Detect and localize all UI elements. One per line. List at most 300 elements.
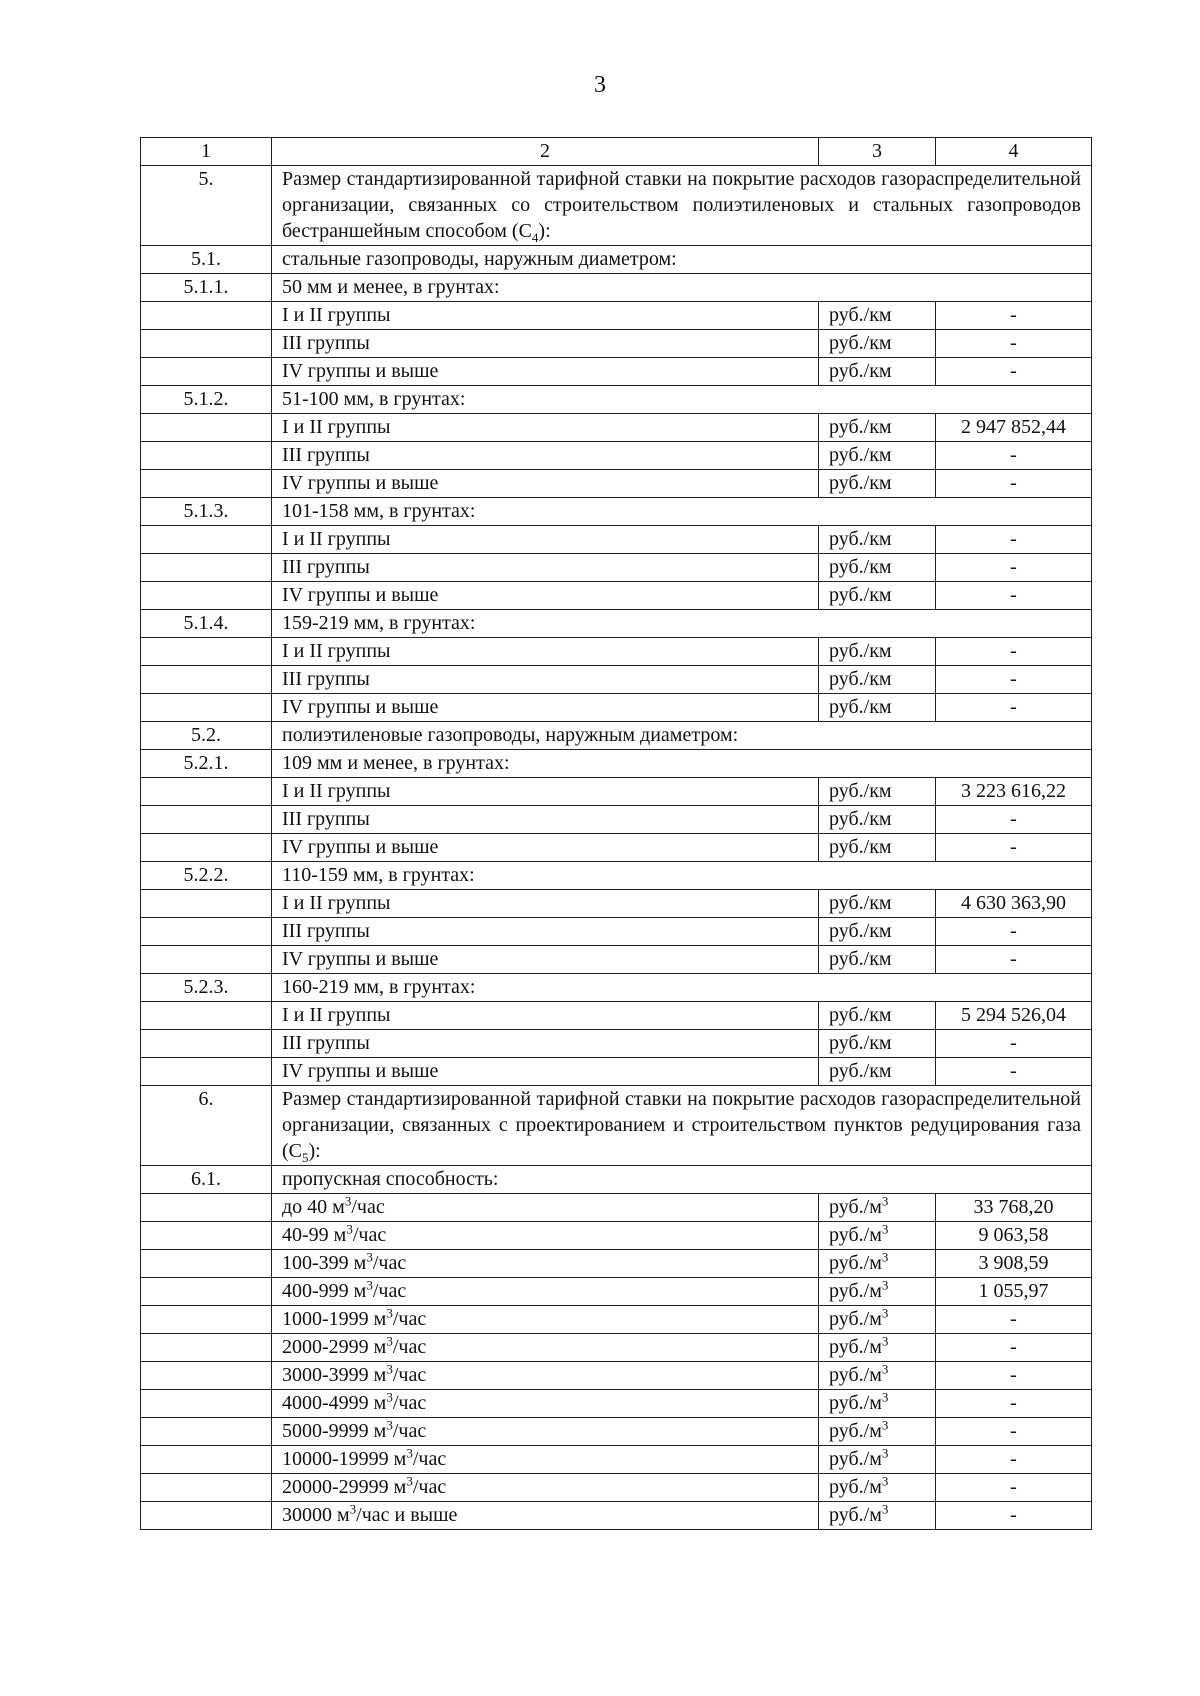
superscript: 3 [881,1361,889,1377]
item-text: 40-99 м [282,1224,347,1246]
unit-text: руб./км [829,416,892,438]
item-label [272,554,819,582]
unit-text: руб./км [829,668,892,690]
group-row [141,246,1092,274]
item-text: IV группы и выше [282,1060,439,1082]
unit-text: руб./м [829,1336,882,1358]
table-row [141,526,1092,554]
item-text-tail: /час [351,1196,385,1218]
group-row [141,862,1092,890]
table-row [141,946,1092,974]
item-text: 4000-4999 м [282,1392,387,1414]
value-cell: - [936,1418,1092,1446]
item-text: III группы [282,920,370,942]
unit-text: руб./км [829,556,892,578]
item-label [272,526,819,554]
row-number-empty [141,554,272,582]
row-number-empty [141,1222,272,1250]
item-text-tail: /час [392,1420,427,1442]
row-number-empty [141,526,272,554]
item-text-tail: /час [392,1364,427,1386]
unit-text: руб./м [829,1224,882,1246]
value-cell: - [936,1446,1092,1474]
row-number-empty [141,1418,272,1446]
unit-text: руб./км [829,304,892,326]
unit-cell [819,1002,936,1030]
value-cell: 2 947 852,44 [936,414,1092,442]
value-cell: - [936,834,1092,862]
value-cell: 5 294 526,04 [936,1002,1092,1030]
section-row [141,1086,1092,1166]
row-number-empty [141,414,272,442]
row-number-empty [141,1474,272,1502]
superscript: 3 [406,1445,413,1461]
unit-text: руб./м [829,1448,882,1470]
table-row [141,470,1092,498]
table-row [141,1002,1092,1030]
table-row [141,414,1092,442]
table-row [141,1250,1092,1278]
superscript: 3 [881,1249,889,1265]
item-label [272,1502,819,1530]
superscript: 3 [881,1221,889,1237]
unit-text: руб./м [829,1364,882,1386]
item-label [272,582,819,610]
row-number-empty [141,694,272,722]
value-cell: - [936,694,1092,722]
group-row [141,274,1092,302]
item-label [272,834,819,862]
row-number: 5.1.4. [141,610,272,638]
item-text: IV группы и выше [282,472,439,494]
superscript: 3 [881,1445,889,1461]
unit-cell [819,1474,936,1502]
row-number-empty [141,1278,272,1306]
unit-text: руб./км [829,444,892,466]
unit-text: руб./км [829,528,892,550]
row-number-empty [141,806,272,834]
group-label: 160-219 мм, в грунтах: [272,974,1092,1002]
unit-cell [819,1030,936,1058]
row-number-empty [141,918,272,946]
unit-text: руб./км [829,640,892,662]
item-label [272,1222,819,1250]
item-label [272,1474,819,1502]
row-number-empty [141,890,272,918]
item-label [272,1446,819,1474]
unit-cell [819,1446,936,1474]
group-label: 110-159 мм, в грунтах: [272,862,1092,890]
unit-cell [819,1250,936,1278]
row-number-empty [141,470,272,498]
unit-cell [819,1362,936,1390]
item-label [272,470,819,498]
table-row [141,1222,1092,1250]
row-number: 5.1.2. [141,386,272,414]
item-text: 1000-1999 м [282,1308,387,1330]
table-body [141,138,1092,1530]
row-number-empty [141,302,272,330]
group-label: 109 мм и менее, в грунтах: [272,750,1092,778]
table-row [141,302,1092,330]
unit-text: руб./м [829,1392,882,1414]
superscript: 3 [881,1305,889,1321]
unit-cell [819,470,936,498]
unit-text: руб./км [829,332,892,354]
item-text: III группы [282,556,370,578]
item-label [272,918,819,946]
superscript: 3 [881,1193,889,1209]
unit-cell [819,666,936,694]
table-row [141,1306,1092,1334]
item-text: 400-999 м [282,1280,367,1302]
group-row [141,974,1092,1002]
unit-cell [819,1390,936,1418]
item-label [272,330,819,358]
group-row [141,1166,1092,1194]
row-number-empty [141,666,272,694]
item-text-tail: /час [392,1392,427,1414]
table-row [141,582,1092,610]
item-text: IV группы и выше [282,696,439,718]
item-text: I и II группы [282,528,391,550]
value-cell: - [936,806,1092,834]
table-row [141,778,1092,806]
item-text: III группы [282,1032,370,1054]
table-row [141,442,1092,470]
item-label [272,302,819,330]
group-label: 51-100 мм, в грунтах: [272,386,1092,414]
value-cell: - [936,666,1092,694]
table-row [141,666,1092,694]
unit-text: руб./м [829,1252,882,1274]
unit-text: руб./км [829,836,892,858]
unit-cell [819,414,936,442]
unit-text: руб./км [829,584,892,606]
value-cell: - [936,918,1092,946]
row-number: 5.1.1. [141,274,272,302]
row-number-empty [141,442,272,470]
row-number-empty [141,1362,272,1390]
unit-text: руб./км [829,780,892,802]
superscript: 3 [386,1361,393,1377]
superscript: 3 [366,1277,373,1293]
item-label [272,1058,819,1086]
row-number-empty [141,1002,272,1030]
page-number: 3 [594,72,606,98]
row-number: 5. [141,166,272,246]
superscript: 3 [881,1333,889,1349]
row-number-empty [141,1306,272,1334]
table-row [141,1502,1092,1530]
section-text-tail: ): [538,220,551,242]
unit-text: руб./м [829,1196,882,1218]
group-row [141,750,1092,778]
row-number-empty [141,638,272,666]
value-cell: - [936,1058,1092,1086]
item-text: 10000-19999 м [282,1448,407,1470]
item-text-tail: /час [372,1252,407,1274]
unit-cell [819,1334,936,1362]
unit-cell [819,918,936,946]
item-text: 3000-3999 м [282,1364,387,1386]
row-number: 5.2.3. [141,974,272,1002]
header-row [141,138,1092,166]
unit-text: руб./км [829,1060,892,1082]
item-label [272,1278,819,1306]
unit-cell [819,946,936,974]
item-label [272,1194,819,1222]
item-text: I и II группы [282,640,391,662]
group-row [141,722,1092,750]
unit-text: руб./км [829,808,892,830]
unit-text: руб./км [829,360,892,382]
item-label [272,1250,819,1278]
item-label [272,778,819,806]
item-label [272,442,819,470]
value-cell: - [936,1362,1092,1390]
item-text: до 40 м [282,1196,345,1218]
value-cell: 9 063,58 [936,1222,1092,1250]
row-number: 6. [141,1086,272,1166]
superscript: 3 [386,1417,393,1433]
group-row [141,386,1092,414]
item-text-tail: /час [392,1336,427,1358]
superscript: 3 [406,1473,413,1489]
item-label [272,1306,819,1334]
value-cell: - [936,1306,1092,1334]
section-description [272,166,1092,246]
group-label: 159-219 мм, в грунтах: [272,610,1092,638]
unit-cell [819,778,936,806]
item-label [272,946,819,974]
item-text: III группы [282,668,370,690]
row-number: 5.2.2. [141,862,272,890]
value-cell: - [936,330,1092,358]
unit-cell [819,302,936,330]
unit-cell [819,890,936,918]
unit-cell [819,358,936,386]
unit-text: руб./м [829,1504,882,1526]
table-row [141,1362,1092,1390]
item-text: I и II группы [282,304,391,326]
value-cell: - [936,582,1092,610]
row-number-empty [141,1390,272,1418]
table-row [141,330,1092,358]
item-text: I и II группы [282,892,391,914]
item-text: 2000-2999 м [282,1336,387,1358]
value-cell: - [936,1390,1092,1418]
item-text: III группы [282,444,370,466]
item-label [272,806,819,834]
superscript: 3 [386,1389,393,1405]
item-text: I и II группы [282,780,391,802]
value-cell: - [936,1030,1092,1058]
unit-text: руб./км [829,1004,892,1026]
value-cell: - [936,442,1092,470]
value-cell: - [936,1502,1092,1530]
item-text-tail: /час [392,1308,427,1330]
unit-cell [819,554,936,582]
value-cell: - [936,302,1092,330]
value-cell: - [936,1334,1092,1362]
table-row [141,1474,1092,1502]
value-cell: - [936,1474,1092,1502]
section-text: Размер стандартизированной тарифной ставки на покрытие расходов газораспределительной организации, связанных со строительством полиэтиленовых и стальных газопроводов бестраншейным способом (С [282,168,1081,242]
column-header-3: 3 [819,138,936,166]
item-label [272,1002,819,1030]
item-text: IV группы и выше [282,360,439,382]
table-row [141,1446,1092,1474]
superscript: 3 [366,1249,373,1265]
unit-text: руб./м [829,1308,882,1330]
value-cell: 3 908,59 [936,1250,1092,1278]
subscript-index: 5 [302,1150,309,1165]
row-number-empty [141,1446,272,1474]
table-row [141,834,1092,862]
superscript: 3 [386,1305,393,1321]
item-label [272,666,819,694]
item-text: IV группы и выше [282,836,439,858]
table-row [141,638,1092,666]
tariff-rates-table [140,137,1092,1530]
group-row [141,498,1092,526]
item-text-tail: /час [352,1224,387,1246]
value-cell: - [936,638,1092,666]
item-label [272,694,819,722]
unit-cell [819,526,936,554]
table-row [141,1418,1092,1446]
item-text-tail: /час [412,1448,447,1470]
item-text-tail: /час [372,1280,407,1302]
item-text: I и II группы [282,416,391,438]
table-row [141,806,1092,834]
section-text: Размер стандартизированной тарифной ставки на покрытие расходов газораспределительной организации, связанных с проектированием и строительством пунктов редуцирования газа (С [282,1088,1081,1162]
item-text: 100-399 м [282,1252,367,1274]
section-text-tail: ): [308,1140,321,1162]
unit-cell [819,1418,936,1446]
row-number-empty [141,1030,272,1058]
unit-cell [819,1278,936,1306]
table-row [141,554,1092,582]
unit-cell [819,1306,936,1334]
row-number-empty [141,1250,272,1278]
value-cell: - [936,946,1092,974]
unit-cell [819,582,936,610]
value-cell: 4 630 363,90 [936,890,1092,918]
table-row [141,1030,1092,1058]
unit-cell [819,694,936,722]
item-label [272,1362,819,1390]
unit-text: руб./км [829,892,892,914]
group-label: 50 мм и менее, в грунтах: [272,274,1092,302]
value-cell: - [936,526,1092,554]
unit-text: руб./км [829,1032,892,1054]
item-label [272,890,819,918]
row-number: 6.1. [141,1166,272,1194]
unit-cell [819,1194,936,1222]
table-row [141,890,1092,918]
superscript: 3 [881,1277,889,1293]
item-text: 5000-9999 м [282,1420,387,1442]
value-cell: - [936,358,1092,386]
superscript: 3 [881,1417,889,1433]
item-text-tail: /час [412,1476,447,1498]
row-number-empty [141,946,272,974]
item-label [272,358,819,386]
row-number: 5.1.3. [141,498,272,526]
item-text: IV группы и выше [282,584,439,606]
group-label: пропускная способность: [272,1166,1092,1194]
row-number-empty [141,1058,272,1086]
item-label [272,1418,819,1446]
row-number: 5.2.1. [141,750,272,778]
item-label [272,1030,819,1058]
row-number: 5.2. [141,722,272,750]
unit-text: руб./км [829,920,892,942]
superscript: 3 [386,1333,393,1349]
table-row [141,1194,1092,1222]
unit-cell [819,1222,936,1250]
unit-text: руб./км [829,948,892,970]
item-text: 20000-29999 м [282,1476,407,1498]
value-cell: 1 055,97 [936,1278,1092,1306]
subscript-index: 4 [531,230,539,245]
unit-cell [819,442,936,470]
superscript: 3 [344,1193,352,1209]
section-description [272,1086,1092,1166]
value-cell: 33 768,20 [936,1194,1092,1222]
table-row [141,358,1092,386]
table-row [141,1058,1092,1086]
unit-text: руб./км [829,472,892,494]
superscript: 3 [349,1501,357,1517]
row-number-empty [141,358,272,386]
column-header-2: 2 [272,138,819,166]
row-number-empty [141,778,272,806]
table-row [141,1390,1092,1418]
item-label [272,1390,819,1418]
unit-cell [819,806,936,834]
row-number: 5.1. [141,246,272,274]
table-row [141,918,1092,946]
value-cell: 3 223 616,22 [936,778,1092,806]
superscript: 3 [346,1221,353,1237]
column-header-1: 1 [141,138,272,166]
item-label [272,638,819,666]
item-text: III группы [282,808,370,830]
item-label [272,414,819,442]
value-cell: - [936,554,1092,582]
item-label [272,1334,819,1362]
unit-text: руб./м [829,1420,882,1442]
item-text: I и II группы [282,1004,391,1026]
superscript: 3 [881,1473,889,1489]
unit-cell [819,1058,936,1086]
table-row [141,694,1092,722]
unit-text: руб./м [829,1476,882,1498]
unit-cell [819,834,936,862]
group-label: стальные газопроводы, наружным диаметром: [272,246,1092,274]
superscript: 3 [881,1501,889,1517]
row-number-empty [141,1334,272,1362]
row-number-empty [141,330,272,358]
row-number-empty [141,1502,272,1530]
item-text: IV группы и выше [282,948,439,970]
row-number-empty [141,834,272,862]
item-text: 30000 м [282,1504,350,1526]
unit-text: руб./м [829,1280,882,1302]
